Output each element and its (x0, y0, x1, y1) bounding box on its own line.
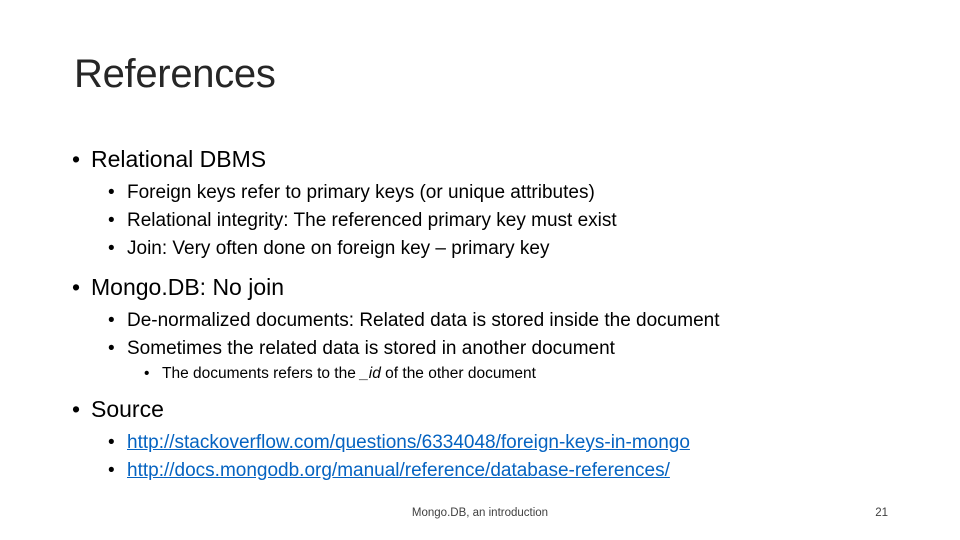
page-number: 21 (875, 507, 888, 519)
slide-content (72, 143, 932, 485)
bullet-relational-integrity (72, 207, 932, 235)
bullet-marker: • (108, 210, 115, 231)
bullet-text: Join: Very often done on foreign key – primary key (127, 238, 550, 259)
mongodb-docs-link[interactable]: http://docs.mongodb.org/manual/reference/database-references/ (127, 460, 670, 481)
slide-title: References (74, 52, 276, 96)
bullet-link-stackoverflow (72, 429, 932, 457)
bullet-text: Source (91, 396, 164, 422)
bullet-marker: • (72, 274, 81, 300)
slide-footer: Mongo.DB, an introduction (411, 507, 549, 519)
bullet-marker: • (108, 460, 115, 481)
bullet-text-after: of the other document (380, 365, 536, 382)
bullet-marker: • (108, 338, 115, 359)
bullet-text-italic: _id (360, 365, 381, 382)
bullet-marker: • (72, 396, 81, 422)
bullet-documents-refer-id (72, 363, 932, 385)
bullet-join (72, 235, 932, 263)
bullet-marker: • (108, 432, 115, 453)
bullet-marker: • (108, 238, 115, 259)
bullet-source (72, 393, 932, 425)
bullet-marker: • (72, 146, 81, 172)
bullet-text-before: The documents refers to the (162, 365, 361, 382)
stackoverflow-link[interactable]: http://stackoverflow.com/questions/6334048/foreign-keys-in-mongo (127, 432, 690, 453)
bullet-text: Relational integrity: The referenced primary key must exist (127, 210, 617, 231)
bullet-mongodb-no-join (72, 271, 932, 303)
bullet-marker: • (144, 365, 150, 382)
bullet-foreign-keys (72, 179, 932, 207)
bullet-link-mongodb-docs (72, 457, 932, 485)
bullet-text: Sometimes the related data is stored in another document (127, 338, 615, 359)
bullet-text: Relational DBMS (91, 146, 267, 172)
bullet-marker: • (108, 182, 115, 203)
bullet-text: Foreign keys refer to primary keys (or unique attributes) (127, 182, 595, 203)
bullet-denormalized (72, 307, 932, 335)
bullet-text: Mongo.DB: No join (91, 274, 285, 300)
bullet-marker: • (108, 310, 115, 331)
bullet-relational-dbms (72, 143, 932, 175)
bullet-another-document (72, 335, 932, 363)
bullet-text: De-normalized documents: Related data is stored inside the document (127, 310, 720, 331)
